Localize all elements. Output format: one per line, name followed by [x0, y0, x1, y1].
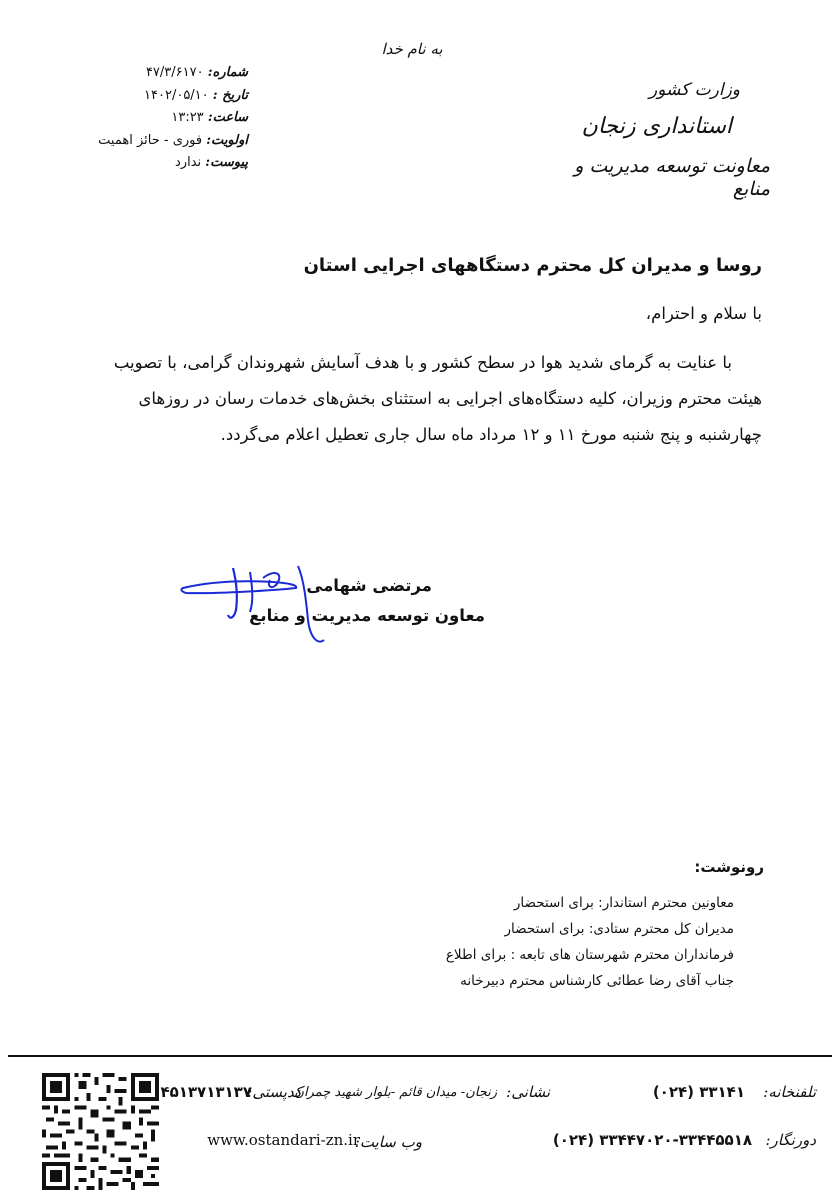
footer-website-link[interactable]: www.ostandari-zn.ir: [207, 1131, 360, 1149]
footer-address-label: نشانی:: [506, 1083, 550, 1101]
cc-item: جناب آقای رضا عطائی کارشناس محترم دبیرخانه: [460, 973, 734, 989]
organization-header: [540, 80, 770, 200]
letter-metadata: [28, 62, 248, 175]
footer-fax-value: (۰۲۴) ۳۳۴۴۷۰۲۰-۳۳۴۴۵۵۱۸: [552, 1131, 752, 1149]
cc-item: معاونین محترم استاندار: برای استحضار: [513, 895, 734, 911]
signer-title: معاون توسعه مدیریت و منابع: [249, 606, 485, 625]
footer-website-label: وب سایت:: [354, 1133, 422, 1151]
meta-priority: اولویت: فوری - حائز اهمیت: [98, 132, 248, 148]
footer-phone-value: (۰۲۴) ۳۳۱۴۱: [652, 1083, 745, 1101]
governorate-name: استانداری زنجان: [581, 114, 732, 140]
cc-item: مدیران کل محترم ستادی: برای استحضار: [504, 921, 734, 937]
meta-time: ساعت: ۱۳:۲۳: [171, 110, 248, 125]
qr-code-icon: [42, 1073, 159, 1190]
cc-list: [234, 890, 734, 994]
cc-item: فرمانداران محترم شهرستان های تابعه : برای اطلاع: [445, 947, 734, 963]
cc-title: رونوشت:: [694, 858, 764, 876]
footer-phone-label: تلفنخانه:: [763, 1083, 816, 1101]
greeting: با سلام و احترام،: [645, 304, 762, 323]
letter-body: [82, 345, 762, 453]
meta-number: شماره: ۴۷/۳/۶۱۷۰: [145, 65, 248, 80]
ministry-name: وزارت کشور: [648, 80, 740, 100]
letter-body-text: با عنایت به گرمای شدید هوا در سطح کشور و با هدف آسایش شهروندان گرامی، با تصویب هیئت محترم وزیران، کلیه دستگاه‌های اجرایی به استثنای بخش‌های خدمات رسان در روزهای چهارشنبه و پنج شنبه مورخ ۱۱ و ۱۲ مرداد ماه سال جاری تعطیل اعلام می‌گردد.: [113, 353, 762, 444]
meta-attachment: پیوست: ندارد: [175, 155, 248, 170]
footer-address-value: زنجان- میدان قائم -بلوار شهید چمران: [294, 1085, 497, 1100]
footer-postal-value: ۴۵۱۳۷۱۳۱۳۷: [160, 1083, 252, 1101]
meta-date: تاریخ : ۱۴۰۲/۰۵/۱۰: [144, 87, 248, 103]
basmala: به نام خدا: [381, 40, 443, 58]
footer-fax-label: دورنگار:: [765, 1131, 816, 1149]
footer-postal-label: کدپستی:: [247, 1083, 302, 1101]
addressee: روسا و مدیران کل محترم دستگاههای اجرایی استان: [303, 255, 762, 276]
deputy-office-name: معاونت توسعه مدیریت و منابع: [574, 154, 770, 200]
signer-name: مرتضی شهامی: [306, 576, 432, 595]
footer-divider: [8, 1055, 832, 1057]
